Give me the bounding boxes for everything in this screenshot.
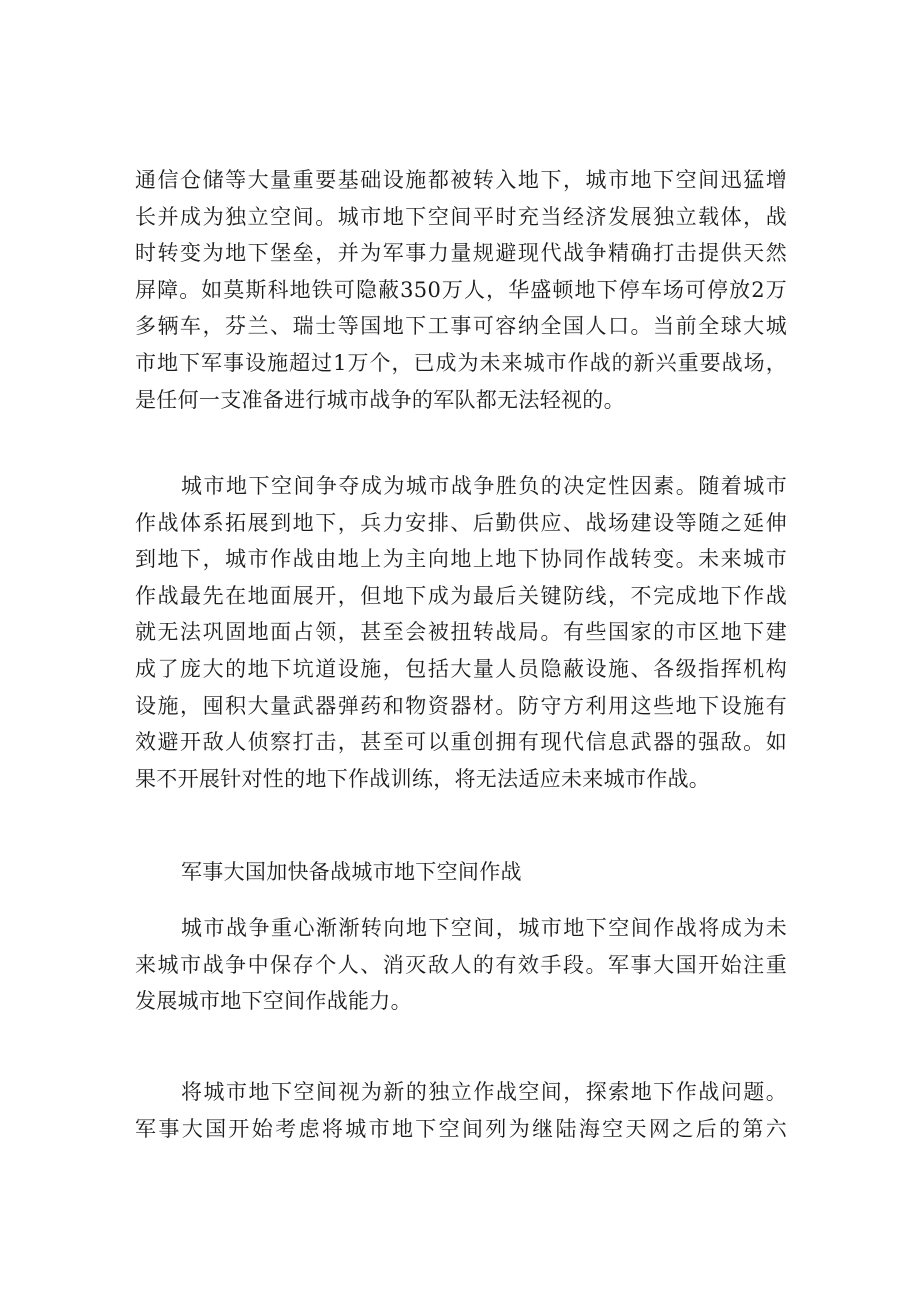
paragraph-2 (135, 468, 787, 797)
text-line: 多辆车，芬兰、瑞士等国地下工事可容纳全国人口。当前全球大城 (135, 314, 787, 339)
text-line: 果不开展针对性的地下作战训练，将无法适应未来城市作战。 (135, 766, 711, 791)
section-heading (135, 854, 787, 891)
text-line: 来城市战争中保存个人、消灭敌人的有效手段。军事大国开始注重 (135, 952, 787, 977)
text-line: 是任何一支准备进行城市战争的军队都无法轻视的。 (135, 387, 625, 412)
text-line: 设施，囤积大量武器弹药和物资器材。防守方利用这些地下设施有 (135, 693, 787, 718)
heading-text: 军事大国加快备战城市地下空间作战 (181, 860, 522, 884)
text-line: 就无法巩固地面占领，甚至会被扭转战局。有些国家的市区地下建 (135, 620, 787, 645)
text-line: 屏障。如莫斯科地铁可隐蔽350万人，华盛顿地下停车场可停放2万 (135, 277, 787, 302)
text-line: 长并成为独立空间。城市地下空间平时充当经济发展独立载体，战 (135, 204, 787, 229)
text-line: 城市战争重心渐渐转向地下空间，城市地下空间作战将成为未 (181, 916, 787, 940)
text-line: 到地下，城市作战由地上为主向地上地下协同作战转变。未来城市 (135, 547, 787, 572)
text-line: 时转变为地下堡垒，并为军事力量规避现代战争精确打击提供天然 (135, 241, 787, 266)
text-line: 效避开敌人侦察打击，甚至可以重创拥有现代信息武器的强敌。如 (135, 730, 787, 755)
text-line: 成了庞大的地下坑道设施，包括大量人员隐蔽设施、各级指挥机构 (135, 656, 787, 681)
text-line: 发展城市地下空间作战能力。 (135, 989, 412, 1014)
text-line: 将城市地下空间视为新的独立作战空间，探索地下作战问题。 (181, 1080, 787, 1104)
text-line: 市地下军事设施超过1万个，已成为未来城市作战的新兴重要战场， (135, 350, 787, 375)
text-line: 城市地下空间争夺成为城市战争胜负的决定性因素。随着城市 (181, 474, 787, 498)
text-line: 作战体系拓展到地下，兵力安排、后勤供应、战场建设等随之延伸 (135, 510, 787, 535)
paragraph-1 (135, 162, 787, 418)
text-line: 通信仓储等大量重要基础设施都被转入地下，城市地下空间迅猛增 (135, 168, 787, 192)
text-line: 军事大国开始考虑将城市地下空间列为继陆海空天网之后的第六 (135, 1116, 787, 1141)
text-line: 作战最先在地面展开，但地下成为最后关键防线，不完成地下作战 (135, 583, 787, 608)
paragraph-4 (135, 910, 787, 1020)
paragraph-5 (135, 1074, 787, 1147)
